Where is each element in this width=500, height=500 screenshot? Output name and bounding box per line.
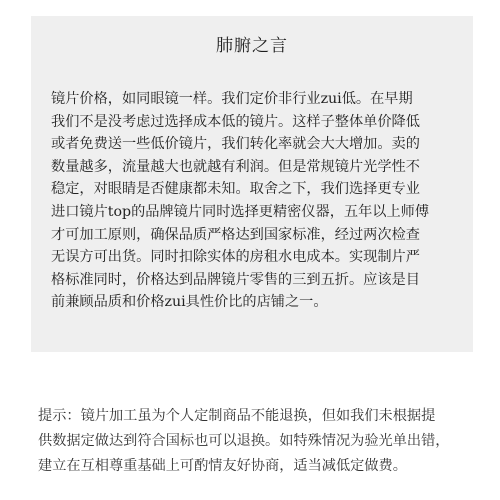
statement-line: 我们不是没考虑过选择成本低的镜片。这样子整体单价降低 [51, 113, 420, 130]
panel-title: 肺腑之言 [216, 36, 288, 56]
statement-line: 格标准同时，价格达到品牌镜片零售的三到五折。应该是目 [51, 271, 420, 288]
statement-body [51, 88, 461, 314]
notice-text [38, 404, 478, 479]
notice-line: 提示：镜片加工虽为个人定制商品不能退换，但如我们未根据提 [38, 408, 436, 424]
statement-line: 镜片价格，如同眼镜一样。我们定价非行业zui低。在早期 [51, 91, 413, 107]
statement-line: 稳定，对眼睛是否健康都未知。取舍之下，我们选择更专业 [51, 181, 420, 198]
statement-line: 无误方可出货。同时扣除实体的房租水电成本。实现制片严 [51, 249, 420, 266]
notice-line: 供数据定做达到符合国标也可以退换。如特殊情况为验光单出错， [38, 433, 450, 449]
statement-panel [31, 16, 473, 352]
statement-line: 才可加工原则，确保品质严格达到国家标准，经过两次检查 [51, 226, 420, 243]
notice-line: 建立在互相尊重基础上可酌情友好协商，适当减低定做费。 [38, 458, 407, 474]
statement-line: 前兼顾品质和价格zui具性价比的店铺之一。 [51, 294, 328, 311]
statement-line: 数量越多，流量越大也就越有利润。但是常规镜片光学性不 [51, 158, 420, 175]
statement-line: 或者免费送一些低价镜片，我们转化率就会大大增加。卖的 [51, 136, 420, 153]
statement-line: 进口镜片top的品牌镜片同时选择更精密仪器，五年以上师傅 [51, 203, 430, 220]
